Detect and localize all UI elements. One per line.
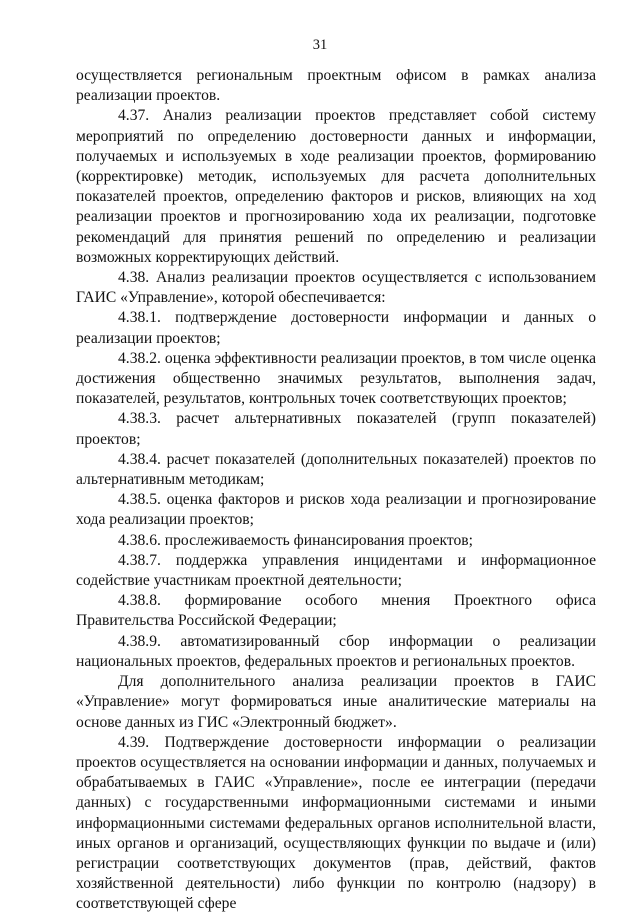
- paragraph-4-38: 4.38. Анализ реализации проектов осуществляется с использованием ГАИС «Управление», которой обеспечивается:: [76, 269, 596, 307]
- paragraph-4-38-5: 4.38.5. оценка факторов и рисков хода реализации и прогнозирование хода реализации проектов;: [76, 491, 596, 529]
- paragraph-4-38-9: 4.38.9. автоматизированный сбор информации о реализации национальных проектов, федеральных проектов и региональных проектов.: [76, 632, 596, 670]
- paragraph-additional-analysis: Для дополнительного анализа реализации проектов в ГАИС «Управление» могут формироваться иные аналитические материалы на основе данных из ГИС «Электронный бюджет».: [76, 673, 596, 731]
- paragraph-4-38-8: 4.38.8. формирование особого мнения Проектного офиса Правительства Российской Федерации;: [76, 592, 596, 630]
- page-number: 31: [312, 37, 328, 53]
- body-text: [76, 66, 596, 915]
- paragraph-4-38-6: 4.38.6. прослеживаемость финансирования проектов;: [118, 531, 473, 549]
- paragraph-4-39: 4.39. Подтверждение достоверности информации о реализации проектов осуществляется на основании информации и данных, получаемых и обрабатываемых в ГАИС «Управление», после ее интеграции (передачи данных) с государственными информационными системами и иными информационными системами федеральных органов исполнительной власти, иных органов и организаций, осуществляющих функции по выдаче и (или) регистрации соответствующих документов (прав, действий, фактов хозяйственной деятельности) либо функции по контролю (надзору) в соответствующей сфере: [76, 733, 596, 913]
- paragraph-4-38-4: 4.38.4. расчет показателей (дополнительных показателей) проектов по альтернативным методикам;: [76, 450, 596, 489]
- paragraph-continuation: осуществляется региональным проектным офисом в рамках анализа реализации проектов.: [76, 67, 596, 105]
- paragraph-4-38-3: 4.38.3. расчет альтернативных показателей (групп показателей) проектов;: [76, 410, 596, 448]
- paragraph-4-38-1: 4.38.1. подтверждение достоверности информации и данных о реализации проектов;: [76, 309, 596, 347]
- paragraph-4-37: 4.37. Анализ реализации проектов представляет собой систему мероприятий по определению достоверности данных и информации, получаемых и используемых в ходе реализации проектов, формированию (корректировке) методик, используемых для расчета дополнительных показателей проектов, определению факторов и рисков, влияющих на ход реализации проектов и прогнозированию хода их реализации, подготовке рекомендаций для принятия решений по определению и реализации возможных корректирующих действий.: [76, 107, 596, 266]
- paragraph-4-38-2: 4.38.2. оценка эффективности реализации проектов, в том числе оценка достижения общественно значимых результатов, выполнения задач, показателей, результатов, контрольных точек соответствующих проектов;: [76, 349, 596, 408]
- paragraph-4-38-7: 4.38.7. поддержка управления инцидентами и информационное содействие участникам проектной деятельности;: [76, 551, 596, 590]
